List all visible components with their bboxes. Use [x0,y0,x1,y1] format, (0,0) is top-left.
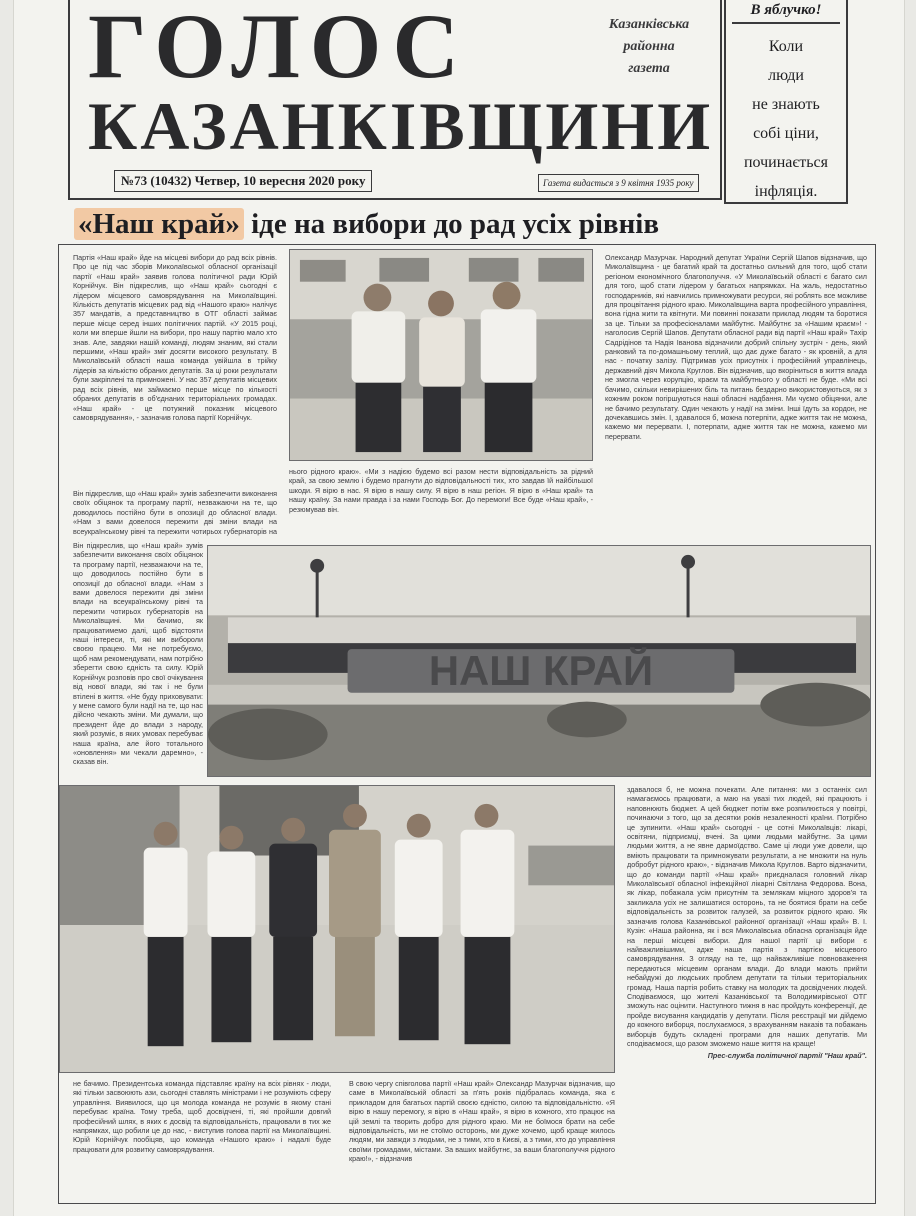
headline-rest: іде на вибори до рад усіх рівнів [243,208,660,240]
text-column-1-bottom: не бачимо. Президентська команда підставляє країну на всіх рівнях - люди, які тільки засвоюють ази, сьогодні ставлять міністрами і не розуміють сферу управління. Виявилося, що ця молода команда не розуміє в якому стані перебуває країна. Тому треба, щоб досвідчені, ті, які пройшли довгий професійний шлях, в яких є досвід та відповідальність, працювали в тих же напрямках, що робили це до нас, - виступив голова партії на Миколаївщині. Юрій Корнійчук пообіцяв, що команда «Нашого краю» і надалі буде працювати для розвитку самоврядування. [73,1079,331,1154]
subtitle-line: районна [623,39,675,54]
photo-group-banner [207,545,871,777]
subtitle-line: газета [628,61,670,76]
banner-text: НАШ КРАЙ [428,646,654,694]
text-column-1-mid-b: Він підкреслив, що «Наш край» зумів забезпечити виконання своїх обіцянок та програму партії, незважаючи на те, що доводилось постійно бути в опозиції до обласної влади. «Нам з вами довелося пережити дві зміни влади на всеукраїнському рівні та пережити чотирьох губернаторів на Миколаївщині. Ми бачимо, як працюватимемо далі, щоб відстояти наші інтереси, ті, які ми вибороли своєю працею. Ми не потребуємо, щоб нам рекомендувати, нам потрібно зберегти свою єдність та силу. Юрій Корнійчук розповів про свої очікування від нової влади, які так і не були втілені в життя. «Не буду приховувати: у мене самого були надії на те, що нас дійсно чекають зміни. Ми думали, що президент йде до влади з народу, який розуміє, в яких умовах перебуває наша країна, але його тотального «оновлення» ми чекали даремно», - сказав він. [73,541,203,767]
newspaper-page [14,0,904,1216]
headline-brand: «Наш край» [74,208,244,240]
quote-line: Коли [768,38,804,55]
quote-box [724,0,848,204]
newspaper-title-line2: КАЗАНКІВЩИНИ [88,88,714,164]
quote-line: люди [768,67,804,84]
photo-three-men [289,249,593,461]
quote-line: інфляція. [754,183,818,200]
text-column-3-top: Олександр Мазурчак. Народний депутат України Сергій Шапов відзначив, що Миколаївщина - це багатий край та достатньо сильний для того, щоб стати регіоном економічного благополуччя. «У Миколаївській області є багато сил для того, щоб стати лідером у багатьох напрямках. На жаль, недостатньо господарників, які навчились примножувати ресурси, які роблять все можливе для процвітання рідного краю. Миколаївщина варта професійного управління, вона гідна жити та квітнути. Ми повинні показати приклад людям та боротися за це. Тільки за професіоналами майбутнє. Майбутнє за «Нашим краєм»! - наголосив Сергій Шапов. Депутати обласної ради від партії «Наш край» Тахір Садрідінов та Надія Іванова відзначили добрий спільну зустріч - день, який ранковий та по-домашньому теплий, що дає дуже багато - як кровній, а для нас - початку залізу. Підтримав усіх присутніх і професійний управлінець, державний діяч Микола Круглов. Він відзначив, що вкоріниться в життя влада не змогла через корупцію, краєм та майбутнього у області не буде. «Ми всі бачимо, скільки невирішених біль та питань бездарно використовуються, як з кожним роком погіршуються наші обласні надбання. Ми чуємо обіцянки, але не бачимо результату. Один чекають у надії на зміни. Інші їдуть за кордон, не дочекавшись змін. І, здавалося б, можна потерпіти, адже життя так не можна, кажемо ми перервати. І, потерпати, адже життя так не можна, кажемо ми перервати. [605,253,867,441]
quote-line: собі ціни, [753,125,819,142]
article-body [58,244,876,1204]
article-headline [74,206,864,242]
newspaper-subtitle [584,14,714,80]
quote-line: не знають [752,96,820,113]
quote-box-heading: В яблучко! [732,0,840,24]
quote-line: починається [743,154,829,171]
text-column-3-low-body: здавалося б, не можна почекати. Але питання: ми з останніх сил намагаємось працювати, а маю на увазі тих людей, які працюють і наповнюють бюджет. А цей бюджет потім вже розпилюється у повітрі, починаючи з того, що за десятки років незалежності країни. Потрібно це зупинити. «Наш край» сьогодні - це сотні Миколаївців: лікарі, освітяни, підприємці, вчені. За цими людьми майбутнє. За цими людьми життя, а не явне дармоїдство. Саме ці люди уже довели, що вміють працювати та примножувати результати, а не множити на нуль добробут рідного краю», - відзначив Микола Круглов. Варто відзначити, що до команди партії «Наш край» приєдналася головний лікар Миколаївської обласної інфекційної лікарні Світлана Федорова. Вона, як лікар, побажала усім присутнім та землякам міцного здоров'я та закликала усіх не залишатися осторонь, та не боятися брати на себе відповідальність за розвиток галузей, за розвиток рідного краю. Як зазначив голова Казанківської районної організації «Наш край» В. І. Кузін: «Наша районна, як і вся Миколаївська обласна організація йде на перші місцеві вибори. Для нашої партії ці вибори є найважливішими, адже наша партія з партією місцевого самоврядування. З огляду на те, що найважливіше повноваження передаються місцевим органам влади. До влади мають прийти небайдужі до людських проблем депутати та тільки територіальних громад. Наша партія робить ставку на молодих та досвідчених людей. Сподіваємося, що жителі Казанківської та Володимирівської ОТГ зможуть нас оцінити. Наступного тижня в нас пройдуть конференції, де пройде висування кандидатів у депутати. Після реєстрації ми дійдемо до кожного виборця, послухаємося, з врахуванням наказів та побажань виборців будуть складені програми для наших депутатів. Ми сподіваємося, що разом зможемо наше життя на краще! [627,785,867,1048]
subtitle-line: Казанківська [608,17,690,32]
quote-box-text [726,24,846,206]
text-column-2-mid: нього рідного краю». «Ми з надією будемо всі разом нести відповідальність за рідний край, за свою землю і будемо прагнути до відповідальності тих, хто завдав їй найбільшої шкоди. Я вірю в нас. Я вірю в нашу силу. Я вірю в наш регіон. Я вірю в «Наш край» та нашу країну. За нами правда і за нами Господь Бог. До перемоги! Все буде «Наш край», - резюмував він. [289,467,593,514]
text-column-3-low [627,785,867,1169]
text-column-2-bottom: В свою чергу співголова партії «Наш край» Олександр Мазурчак відзначив, що саме в Миколаївській області за п'ять років підібралась команда, яка є прикладом для багатьох партій своєю єдністю, силою та відповідальністю. «Я вірю в нашу перемогу, я вірю в «Наш край», я вірю в кожного, хто працює на цій землі та творить добро для рідного краю. Ми не боїмося брати на себе відповідальність, ми не стоїмо осторонь, ми дуже хочемо, щоб краще жилось людям, ми завжди з людьми, не з тими, хто в Києві, а з тими, хто до управління своїми громадами, містами. За ваших майбутнє, за ваши благополуччя рідного краю!», - відзначив [349,1079,615,1164]
press-service-signoff: Прес-служба політичної партії "Наш край". [707,1051,867,1061]
founded-note: Газета видається з 9 квітня 1935 року [538,174,699,192]
text-column-1-top: Партія «Наш край» йде на місцеві вибори до рад всіх рівнів. Про це під час зборів Миколаївської обласної організації партії «Наш край» заявив голова політичної ради Юрій Корнійчук. Він підкреслив, що «Наш край» сьогодні є лідером місцевого самоврядування на Миколаївщині. Кількість депутатів місцевих рад від «Нашого краю» налічує 357 мандатів, а представництво в ОТГ області займає перше місце серед інших політичних партій. «У 2015 році, коли ми вперше йшли на вибори, про нашу партію мало хто знав. Але, завдяки нашій команді, людям знаним, які стали першими, «Наш край» зміг досягти високого результату. В Миколаївській області наша команда увійшла в трійку лідерів за кількістю обраних депутатів. За ці роки результати були закріплені та примножені. У нас 357 депутатів місцевих рад всіх рівнів, ми займаємо перше місце по кількості обраних депутатів в об'єднаних територіальних громадах. «Наш край» - це потужний показник місцевого самоврядування», - зазначив голова партії Корнійчук. [73,253,277,422]
text-column-1-mid-a: Він підкреслив, що «Наш край» зумів забезпечити виконання своїх обіцянок та програму партії, незважаючи на те, що доводилось постійно бути в опозиції до обласної влади. «Нам з вами довелося пережити дві зміни влади на всеукраїнському рівні та пережити чотирьох губернаторів на [73,489,277,536]
photo-six-men [59,785,615,1073]
issue-date: №73 (10432) Четвер, 10 вересня 2020 року [114,170,372,192]
newspaper-title-line1: ГОЛОС [88,0,469,97]
masthead [68,0,722,200]
